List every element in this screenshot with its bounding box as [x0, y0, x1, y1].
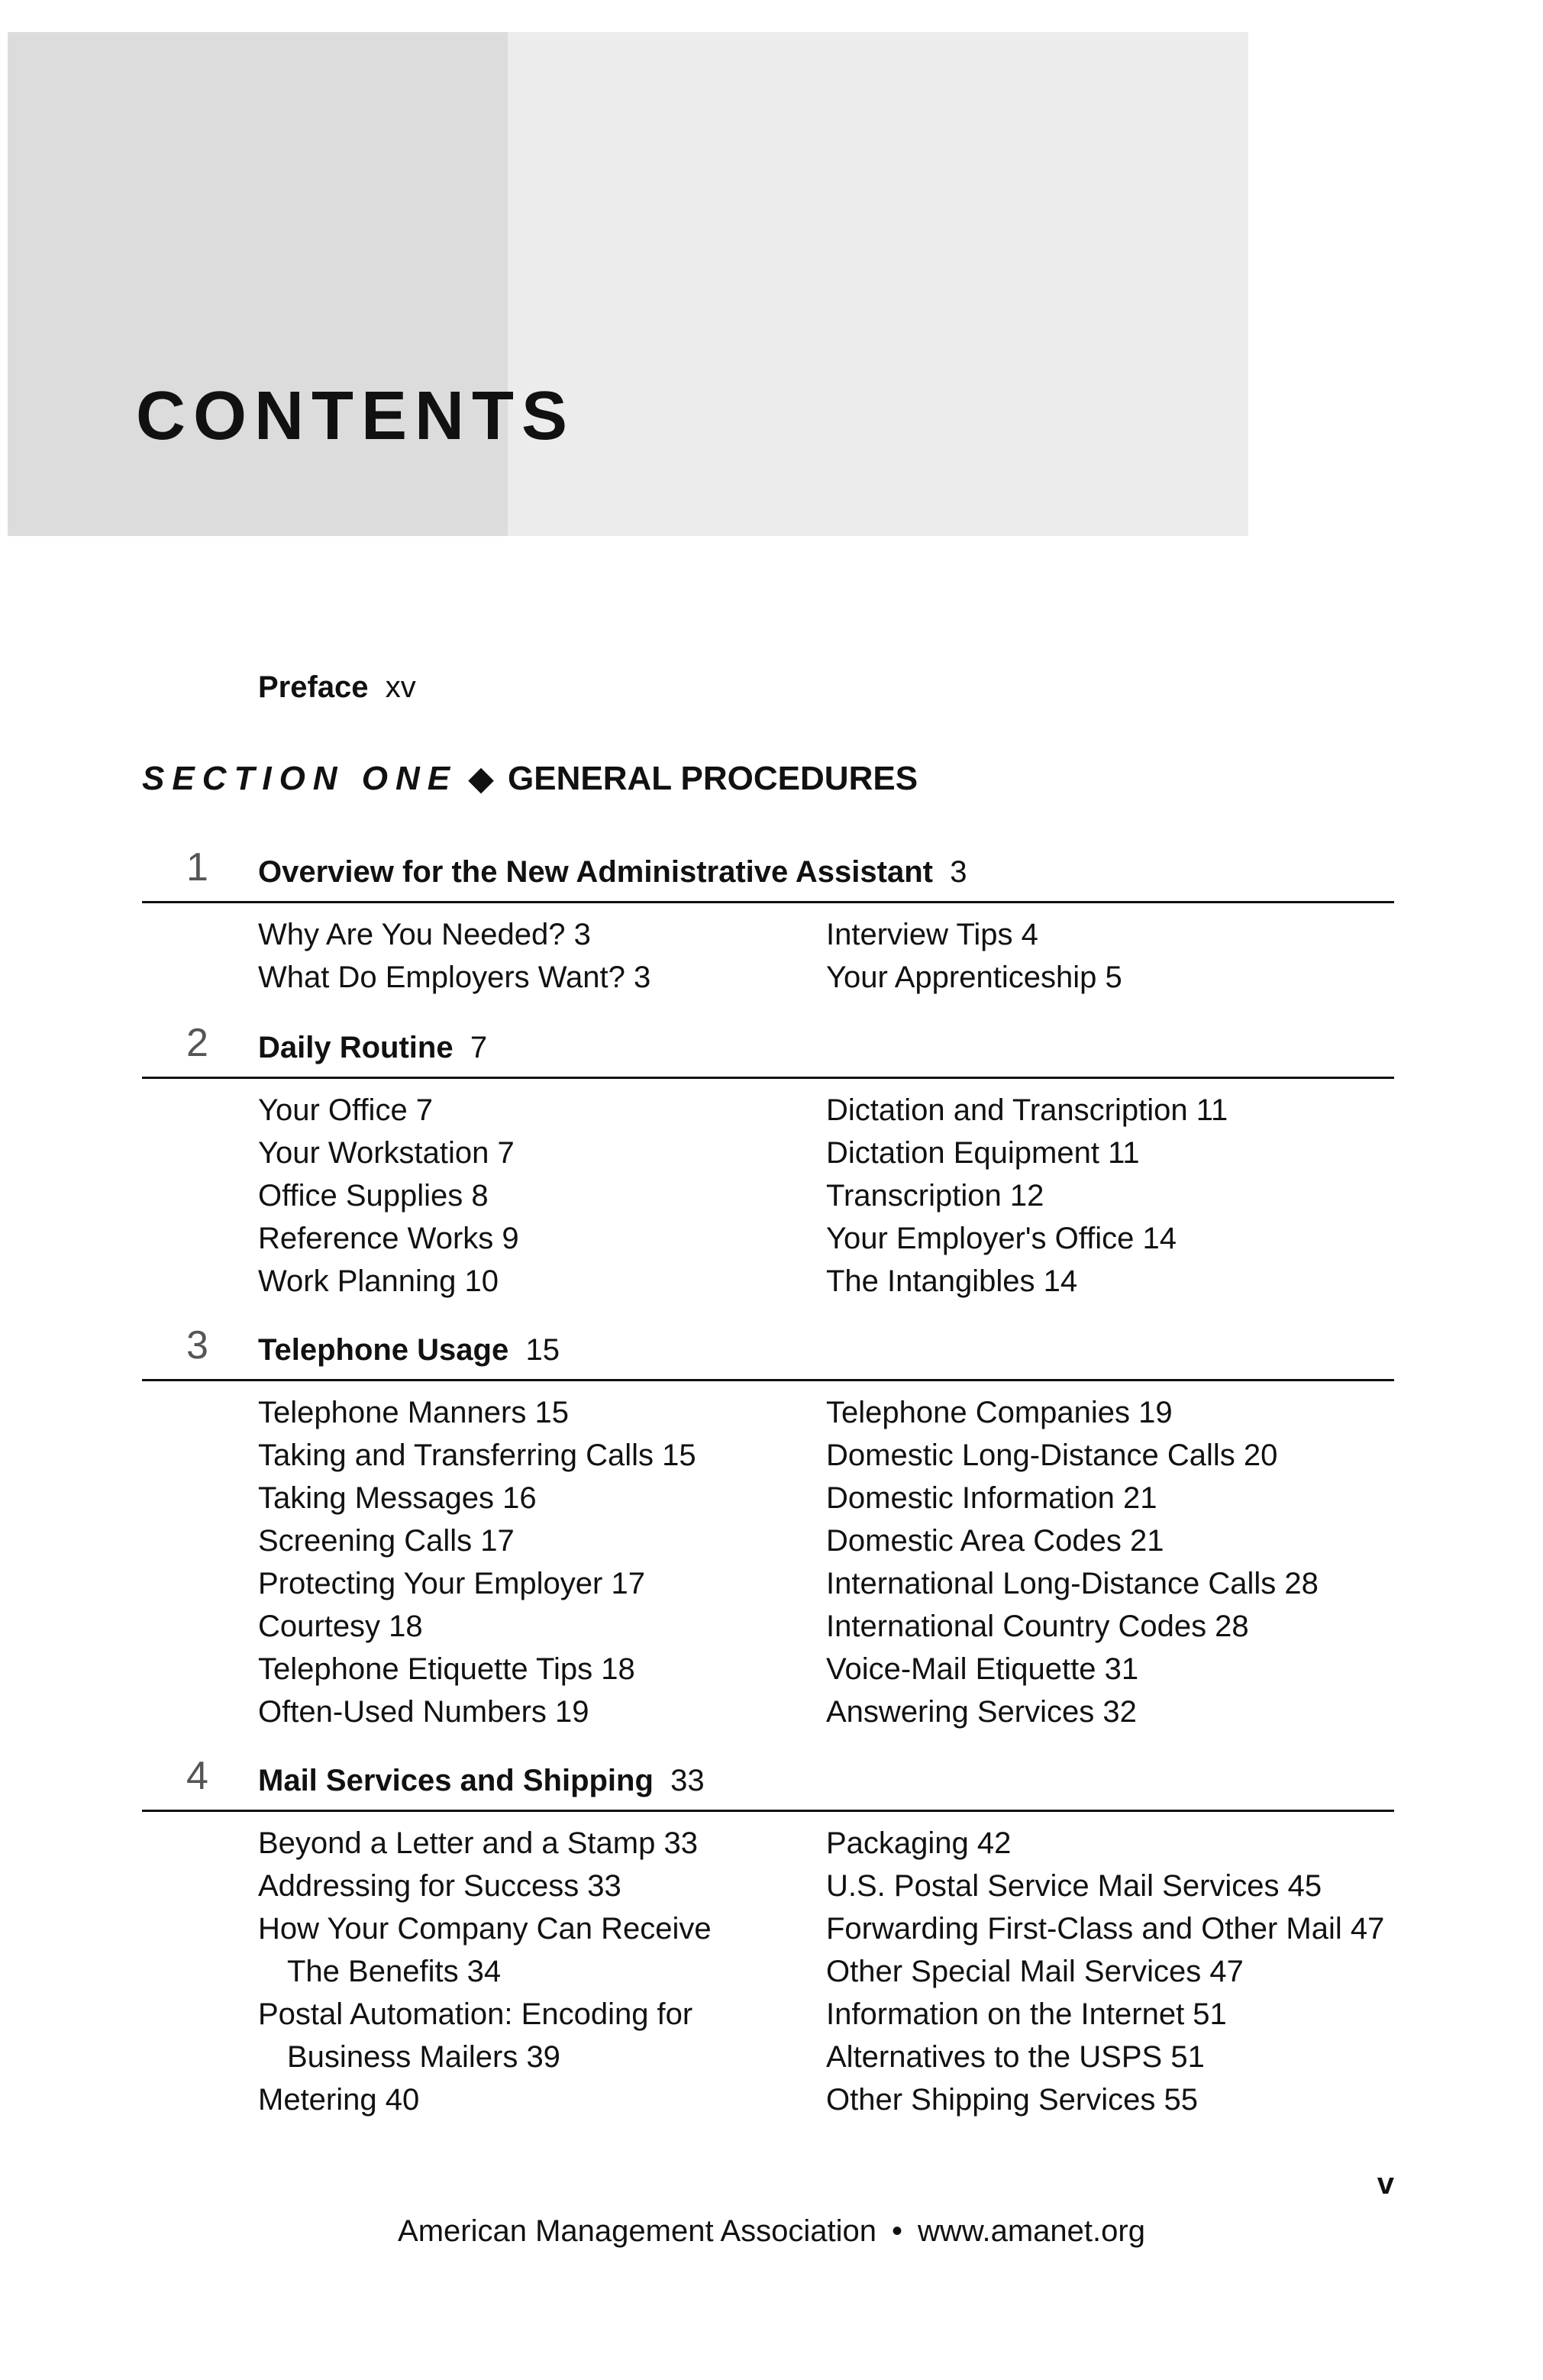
chapter-1 [142, 845, 1394, 994]
right-column [826, 1391, 1391, 1733]
chapter-rule [142, 1379, 1394, 1381]
toc-entry[interactable]: Dictation and Transcription 11 [826, 1093, 1228, 1127]
chapter-page: 15 [525, 1333, 560, 1367]
toc-entry[interactable]: Voice-Mail Etiquette 31 [826, 1652, 1139, 1686]
chapter-title: Daily Routine [258, 1031, 454, 1064]
chapter-title-entry[interactable] [258, 1333, 560, 1368]
section-title: GENERAL PROCEDURES [508, 760, 918, 797]
toc-entry[interactable]: Screening Calls 17 [258, 1524, 515, 1558]
toc-entry[interactable]: Domestic Area Codes 21 [826, 1524, 1164, 1558]
toc-entry[interactable]: Telephone Manners 15 [258, 1396, 569, 1429]
toc-entry[interactable]: International Long-Distance Calls 28 [826, 1567, 1319, 1600]
toc-entry[interactable]: Forwarding First-Class and Other Mail 47 [826, 1912, 1385, 1946]
header-dark-panel [8, 32, 508, 536]
section-heading [142, 759, 918, 798]
chapter-4 [142, 1754, 1394, 2117]
toc-entry[interactable]: Domestic Long-Distance Calls 20 [826, 1439, 1278, 1472]
toc-entry[interactable]: Reference Works 9 [258, 1222, 519, 1255]
toc-entry[interactable]: Your Employer's Office 14 [826, 1222, 1177, 1255]
toc-entry[interactable]: Why Are You Needed? 3 [258, 918, 591, 951]
left-column [258, 1089, 823, 1303]
toc-entry[interactable]: Other Special Mail Services 47 [826, 1955, 1244, 1988]
toc-entry[interactable]: International Country Codes 28 [826, 1610, 1249, 1643]
toc-entry[interactable]: Transcription 12 [826, 1179, 1044, 1213]
chapter-3 [142, 1323, 1394, 1729]
chapter-number: 4 [186, 1754, 208, 1798]
page-title: CONTENTS [136, 378, 575, 454]
toc-entry[interactable]: Your Workstation 7 [258, 1136, 515, 1170]
toc-entry[interactable]: Interview Tips 4 [826, 918, 1038, 951]
toc-entry[interactable]: Domestic Information 21 [826, 1481, 1157, 1515]
left-column [258, 1822, 823, 2121]
toc-entry[interactable]: Answering Services 32 [826, 1695, 1137, 1729]
toc-entry[interactable]: Postal Automation: Encoding for [258, 1997, 693, 2031]
toc-entry[interactable]: Information on the Internet 51 [826, 1997, 1227, 2031]
preface-entry[interactable] [258, 670, 416, 705]
toc-entry[interactable]: Taking and Transferring Calls 15 [258, 1439, 696, 1472]
chapter-title: Mail Services and Shipping [258, 1764, 654, 1797]
toc-entry[interactable]: Addressing for Success 33 [258, 1869, 621, 1903]
right-column [826, 1822, 1391, 2121]
toc-entry[interactable]: Beyond a Letter and a Stamp 33 [258, 1826, 698, 1860]
chapter-number: 3 [186, 1323, 208, 1368]
left-column [258, 913, 823, 999]
toc-entry[interactable]: Other Shipping Services 55 [826, 2083, 1198, 2117]
chapter-page: 3 [950, 855, 967, 889]
toc-entry[interactable]: What Do Employers Want? 3 [258, 961, 651, 994]
toc-entry[interactable]: Often-Used Numbers 19 [258, 1695, 589, 1729]
toc-entry-continuation[interactable]: Business Mailers 39 [287, 2040, 560, 2074]
toc-entry[interactable]: The Intangibles 14 [826, 1264, 1078, 1298]
toc-entry[interactable]: Courtesy 18 [258, 1610, 423, 1643]
toc-entry[interactable]: Your Office 7 [258, 1093, 434, 1127]
preface-label: Preface [258, 670, 369, 704]
toc-entry[interactable]: Protecting Your Employer 17 [258, 1567, 645, 1600]
diamond-icon: ◆ [468, 760, 494, 797]
header-block [8, 32, 1248, 536]
toc-entry[interactable]: Metering 40 [258, 2083, 420, 2117]
chapter-title-entry[interactable] [258, 1764, 705, 1798]
toc-entry-continuation[interactable]: The Benefits 34 [287, 1955, 502, 1988]
toc-entry[interactable]: Alternatives to the USPS 51 [826, 2040, 1205, 2074]
toc-entry[interactable]: Office Supplies 8 [258, 1179, 489, 1213]
preface-page: xv [385, 670, 416, 704]
toc-entry[interactable]: Telephone Etiquette Tips 18 [258, 1652, 635, 1686]
left-column [258, 1391, 823, 1733]
footer-url[interactable]: www.amanet.org [918, 2214, 1145, 2248]
chapter-rule [142, 901, 1394, 903]
chapter-number: 2 [186, 1021, 208, 1065]
toc-entry[interactable]: How Your Company Can Receive [258, 1912, 712, 1946]
chapter-page: 33 [670, 1764, 705, 1797]
toc-entry[interactable]: Telephone Companies 19 [826, 1396, 1173, 1429]
footer-org: American Management Association [398, 2214, 877, 2248]
footer [0, 2214, 1543, 2249]
page-number: v [1377, 2167, 1394, 2201]
toc-entry[interactable]: U.S. Postal Service Mail Services 45 [826, 1869, 1322, 1903]
chapter-title-entry[interactable] [258, 855, 967, 890]
chapter-title: Telephone Usage [258, 1333, 509, 1367]
toc-entry[interactable]: Packaging 42 [826, 1826, 1012, 1860]
chapter-title-entry[interactable] [258, 1031, 487, 1065]
right-column [826, 1089, 1391, 1303]
toc-entry[interactable]: Taking Messages 16 [258, 1481, 537, 1515]
chapter-title: Overview for the New Administrative Assistant [258, 855, 933, 889]
toc-entry[interactable]: Dictation Equipment 11 [826, 1136, 1140, 1170]
chapter-rule [142, 1077, 1394, 1079]
chapter-number: 1 [186, 845, 208, 890]
toc-entry[interactable]: Work Planning 10 [258, 1264, 499, 1298]
right-column [826, 913, 1391, 999]
chapter-rule [142, 1810, 1394, 1812]
section-label: SECTION ONE [142, 760, 458, 797]
toc-entry[interactable]: Your Apprenticeship 5 [826, 961, 1122, 994]
chapter-page: 7 [470, 1031, 488, 1064]
chapter-2 [142, 1021, 1394, 1298]
bullet-separator: • [892, 2214, 903, 2248]
